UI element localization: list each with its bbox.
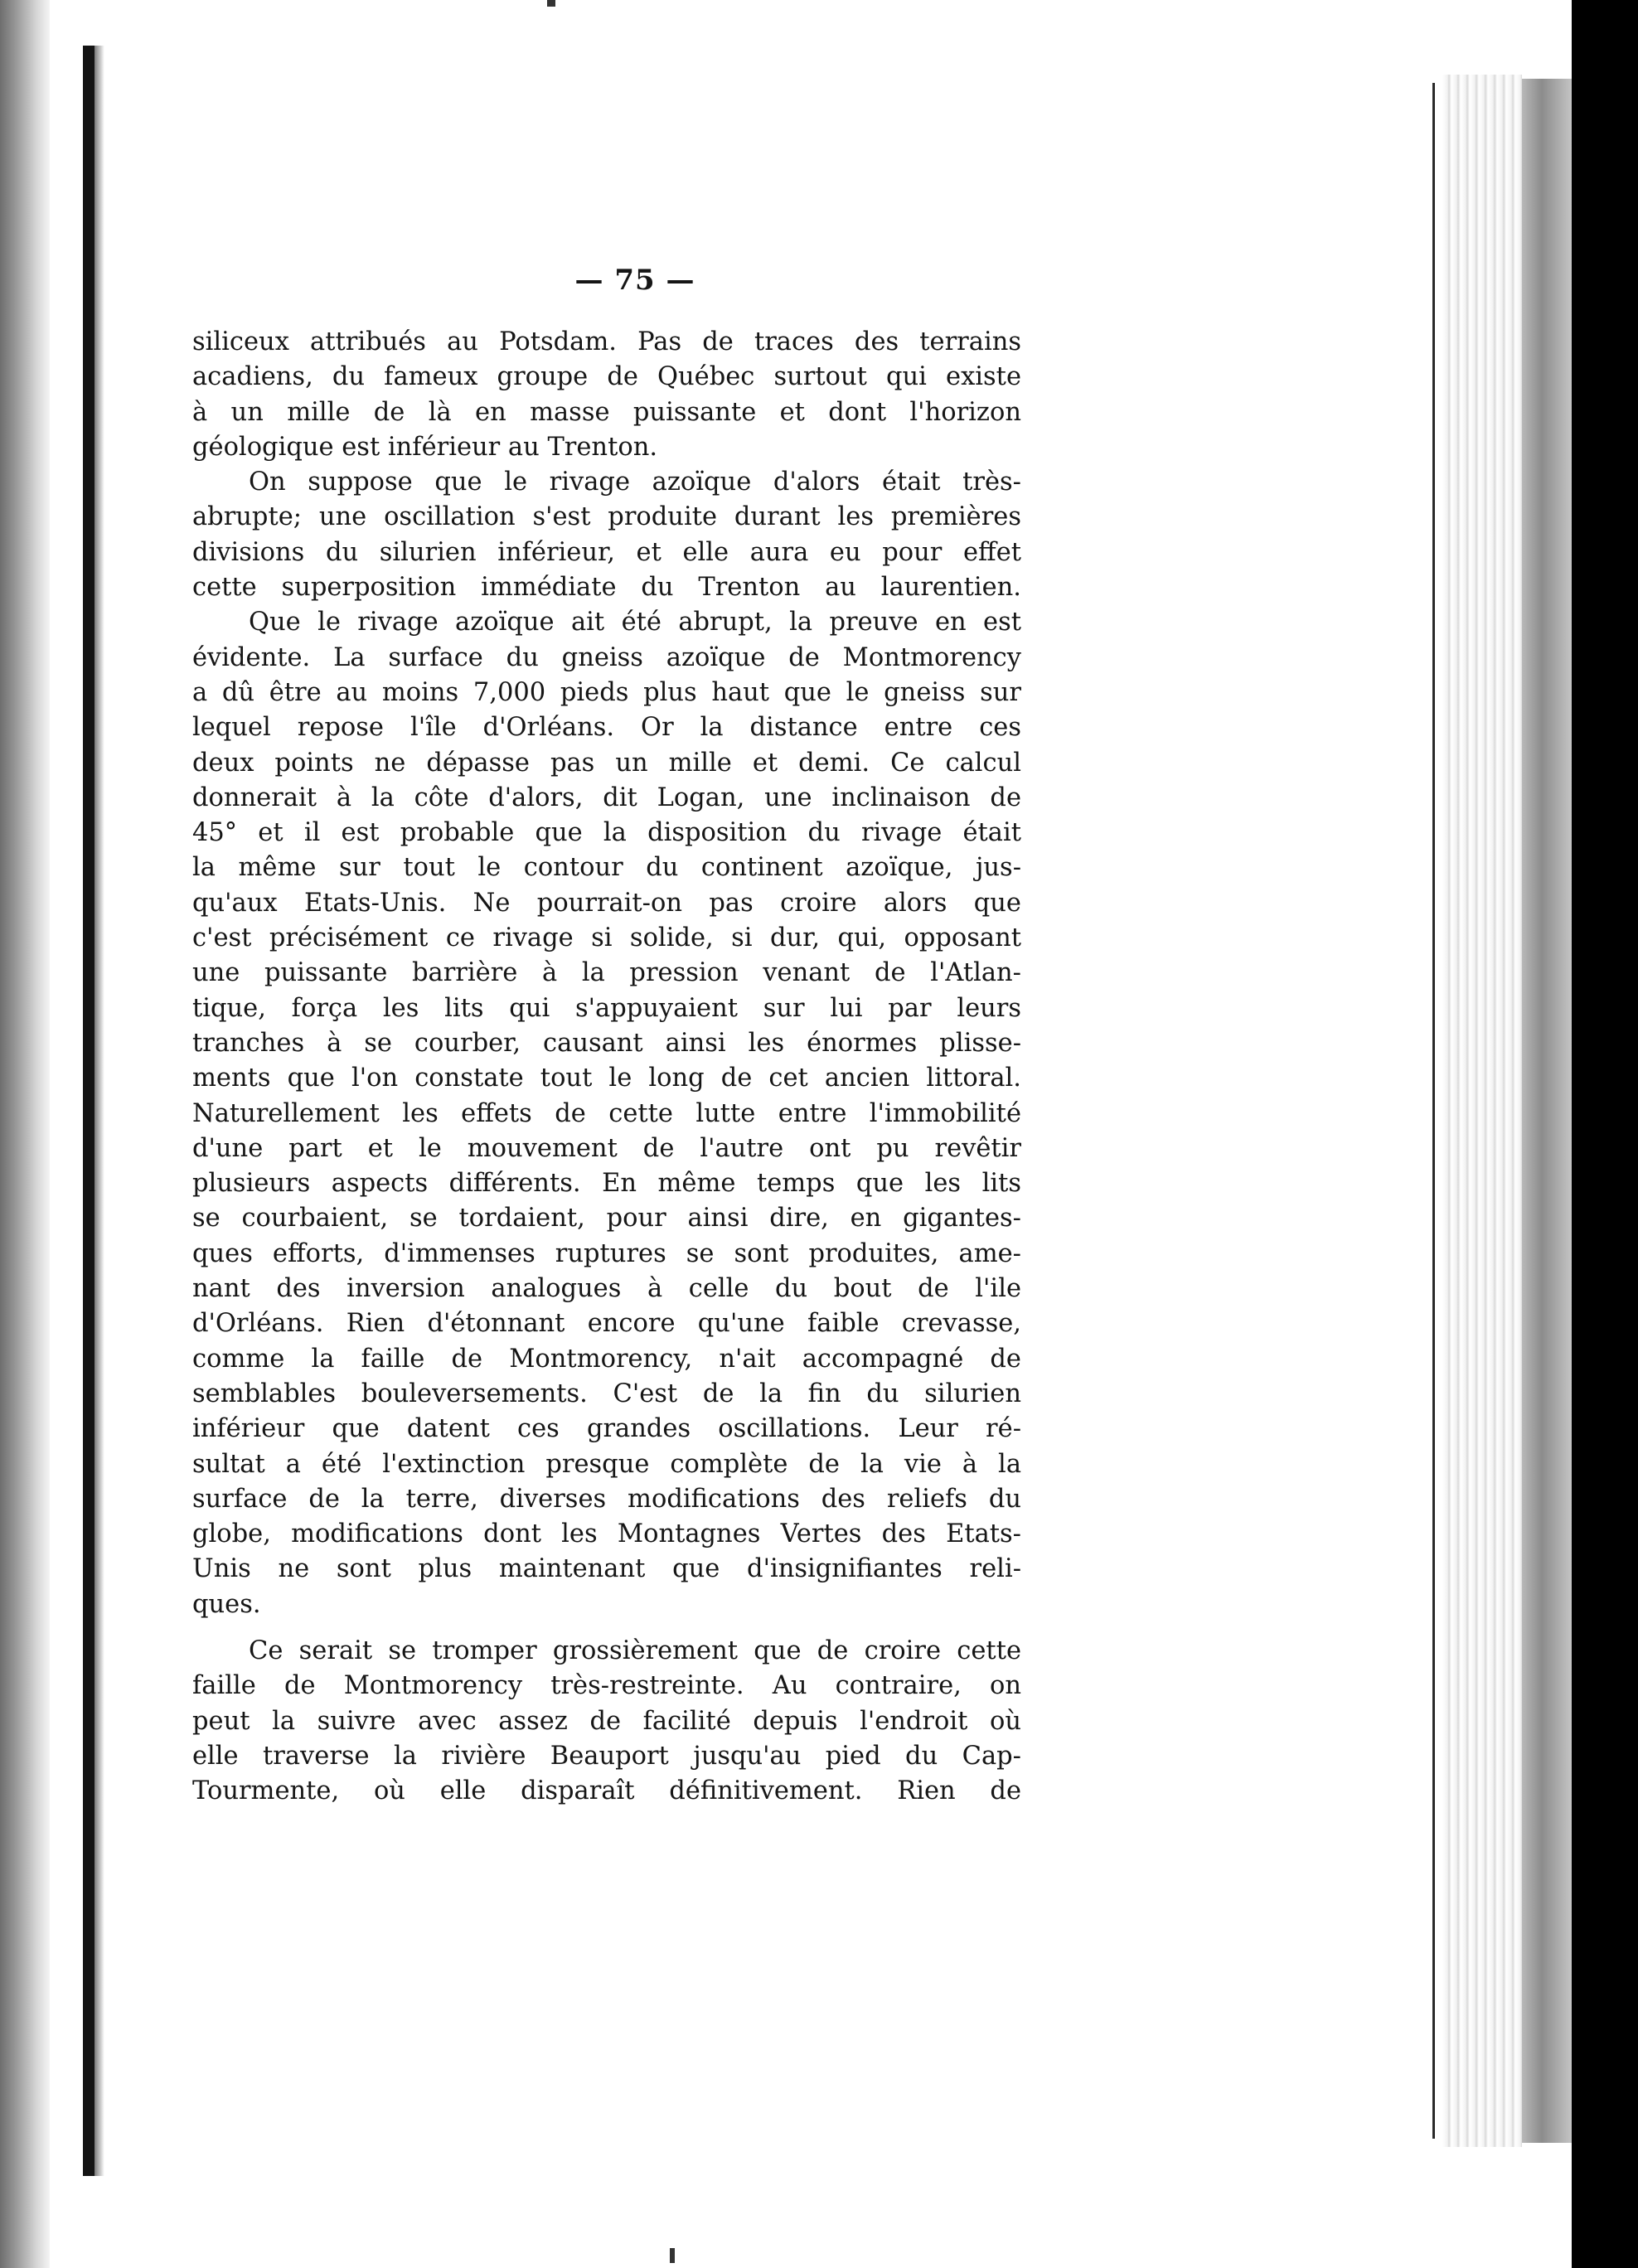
text-line: On suppose que le rivage azoïque d'alors était très- <box>249 468 1021 497</box>
text-line: ques. <box>192 1589 261 1619</box>
text-line: donnerait à la côte d'alors, dit Logan, une inclinaison de <box>192 783 1021 812</box>
scan-artifact-mark <box>547 0 555 7</box>
text-line: 45° et il est probable que la disposition du rivage était <box>192 818 1021 848</box>
book-spine-edge <box>83 46 94 2176</box>
text-line: abrupte; une oscillation s'est produite durant les premières <box>192 502 1021 532</box>
text-line: Que le rivage azoïque ait été abrupt, la preuve en est <box>249 608 1021 637</box>
text-line: elle traverse la rivière Beauport jusqu'au pied du Cap- <box>192 1741 1021 1771</box>
body-text <box>192 325 1021 1809</box>
text-line: Ce serait se tromper grossièrement que de croire cette <box>249 1636 1021 1665</box>
text-line: Unis ne sont plus maintenant que d'insignifiantes reli- <box>192 1554 1021 1584</box>
text-line: sultat a été l'extinction presque complète de la vie à la <box>192 1449 1021 1479</box>
page-edge-line <box>1432 83 1435 2139</box>
text-line: ments que l'on constate tout le long de cet ancien littoral. <box>192 1064 1021 1093</box>
text-line: Naturellement les effets de cette lutte entre l'immobilité <box>192 1098 1021 1128</box>
text-line: une puissante barrière à la pression venant de l'Atlan- <box>192 958 1021 988</box>
text-line: évidente. La surface du gneiss azoïque de Montmorency <box>192 642 1021 672</box>
text-line: la même sur tout le contour du continent azoïque, jus- <box>192 853 1021 883</box>
left-film-border <box>0 0 50 2268</box>
text-line: nant des inversion analogues à celle du bout de l'ile <box>192 1274 1021 1304</box>
text-line: ques efforts, d'immenses ruptures se sont produites, ame- <box>192 1238 1021 1268</box>
text-line: d'Orléans. Rien d'étonnant encore qu'une faible crevasse, <box>192 1309 1021 1339</box>
text-line: inférieur que datent ces grandes oscillations. Leur ré- <box>192 1414 1021 1444</box>
right-film-border <box>1572 0 1638 2268</box>
text-line: se courbaient, se tordaient, pour ainsi dire, en gigantes- <box>192 1204 1021 1233</box>
text-line: siliceux attribués au Potsdam. Pas de traces des terrains <box>192 327 1021 356</box>
text-line: cette superposition immédiate du Trenton au laurentien. <box>192 573 1021 603</box>
text-line: à un mille de là en masse puissante et dont l'horizon <box>192 397 1021 427</box>
text-line: tranches à se courber, causant ainsi les énormes plisse- <box>192 1028 1021 1058</box>
text-line: lequel repose l'île d'Orléans. Or la distance entre ces <box>192 713 1021 743</box>
text-line: globe, modifications dont les Montagnes Vertes des Etats- <box>192 1519 1021 1549</box>
text-line: a dû être au moins 7,000 pieds plus haut que le gneiss sur <box>192 677 1021 707</box>
text-line: Tourmente, où elle disparaît définitivement. Rien de <box>192 1776 1021 1806</box>
text-line: comme la faille de Montmorency, n'ait accompagné de <box>192 1344 1021 1374</box>
text-line: surface de la terre, diverses modifications des reliefs du <box>192 1484 1021 1514</box>
text-line: divisions du silurien inférieur, et elle aura eu pour effet <box>192 537 1021 567</box>
scan-artifact-mark <box>670 2248 675 2263</box>
text-line: peut la suivre avec assez de facilité depuis l'endroit où <box>192 1706 1021 1736</box>
text-line: tique, força les lits qui s'appuyaient sur lui par leurs <box>192 993 1021 1023</box>
page-stack-edges <box>1442 75 1522 2147</box>
paragraph-gap <box>192 1622 1021 1634</box>
text-line: qu'aux Etats-Unis. Ne pourrait-on pas croire alors que <box>192 888 1021 918</box>
page-number: — 75 — <box>574 264 695 297</box>
book-cover-edge <box>1522 79 1572 2143</box>
text-line: géologique est inférieur au Trenton. <box>192 432 658 462</box>
text-line: faille de Montmorency très-restreinte. Au contraire, on <box>192 1671 1021 1701</box>
text-line: plusieurs aspects différents. En même temps que les lits <box>192 1169 1021 1199</box>
text-line: semblables bouleversements. C'est de la fin du silurien <box>192 1379 1021 1408</box>
text-line: acadiens, du fameux groupe de Québec surtout qui existe <box>192 362 1021 392</box>
text-line: d'une part et le mouvement de l'autre ont pu revêtir <box>192 1133 1021 1163</box>
text-line: deux points ne dépasse pas un mille et demi. Ce calcul <box>192 748 1021 778</box>
book-spine-shadow <box>94 46 104 2176</box>
text-line: c'est précisément ce rivage si solide, si dur, qui, opposant <box>192 923 1021 953</box>
